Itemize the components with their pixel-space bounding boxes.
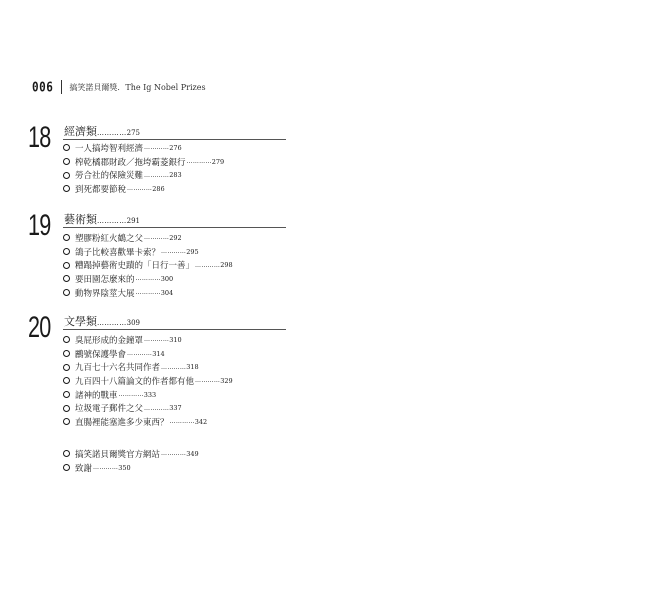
toc-entry[interactable] (63, 258, 233, 272)
leader-dots: ………… (144, 336, 170, 344)
toc-entry[interactable] (63, 286, 233, 300)
toc-entry[interactable] (63, 401, 233, 415)
entry-title: 搞笑諾貝爾獎官方網站 (75, 449, 161, 460)
bullet-icon (63, 336, 70, 343)
leader-dots: ………… (144, 144, 170, 152)
entry-list (63, 231, 233, 299)
entry-title: 諸神的戰車 (75, 390, 118, 401)
bullet-icon (63, 248, 70, 255)
bullet-icon (63, 289, 70, 296)
entry-title: 直腸裡能塞進多少東西？ (75, 417, 169, 428)
section-rule (63, 139, 286, 140)
leader-dots: ………… (161, 248, 187, 256)
bullet-icon (63, 144, 70, 151)
entry-list (63, 141, 224, 196)
category-heading (64, 313, 140, 329)
category-heading (64, 211, 140, 227)
leader-dots: ………… (195, 377, 221, 385)
bullet-icon (63, 158, 70, 165)
toc-entry[interactable] (63, 415, 233, 429)
leader-dots: ………… (161, 363, 187, 371)
bullet-icon (63, 262, 70, 269)
bullet-icon (63, 450, 70, 457)
bullet-icon (63, 275, 70, 282)
toc-entry[interactable] (63, 168, 224, 182)
leader-dots: ………… (118, 391, 144, 399)
category-title: 經濟類 (64, 125, 97, 138)
bullet-icon (63, 464, 70, 471)
entry-page: 292 (169, 233, 182, 242)
bullet-icon (63, 405, 70, 412)
leader-dots: ………… (127, 185, 153, 193)
leader-dots: ………… (144, 171, 170, 179)
entry-page: 342 (194, 417, 208, 426)
entry-title: 要田園怎麼來的 (75, 274, 135, 285)
toc-entry[interactable] (63, 141, 224, 155)
toc-entry[interactable] (63, 155, 224, 169)
leader-dots: ………… (135, 289, 161, 297)
category-page: 309 (126, 319, 140, 327)
section-number: 19 (28, 209, 51, 242)
leader-dots: ………… (135, 275, 161, 283)
leader-dots: ………… (97, 217, 127, 225)
category-page: 291 (126, 217, 140, 225)
bullet-icon (63, 418, 70, 425)
bullet-icon (63, 350, 70, 357)
entry-page: 304 (160, 288, 174, 297)
entry-page: 300 (160, 274, 174, 283)
entry-page: 286 (152, 184, 165, 193)
leader-dots: ………… (93, 464, 119, 472)
toc-section-20 (28, 313, 286, 433)
category-title: 藝術類 (64, 213, 97, 226)
toc-entry[interactable] (63, 374, 233, 388)
entry-title: 臭屁形成的金鐘罩 (75, 335, 144, 346)
section-number: 20 (28, 311, 51, 344)
toc-section-19 (28, 211, 286, 301)
entry-page: 295 (186, 247, 199, 256)
page-header (32, 79, 206, 95)
entry-page: 310 (169, 335, 182, 344)
toc-entry[interactable] (63, 388, 233, 402)
entry-title: 鴿子比較喜歡畢卡索？ (75, 247, 161, 258)
entry-title: 九百七十六名共同作者 (75, 363, 161, 374)
entry-title: 到死都要節稅 (75, 184, 127, 195)
leader-dots: ………… (127, 350, 153, 358)
page-number: 006 (32, 79, 54, 95)
entry-title: 勞合社的保險災難 (75, 171, 144, 182)
bullet-icon (63, 234, 70, 241)
entry-page: 318 (186, 363, 199, 372)
entry-page: 349 (186, 449, 199, 458)
leader-dots: ………… (97, 319, 127, 327)
toc-entry[interactable] (63, 461, 199, 475)
entry-page: 314 (152, 349, 165, 358)
bullet-icon (63, 377, 70, 384)
category-heading (64, 123, 140, 139)
leader-dots: ………… (169, 418, 195, 426)
section-rule (63, 227, 286, 228)
toc-entry[interactable] (63, 333, 233, 347)
toc-entry[interactable] (63, 272, 233, 286)
bullet-icon (63, 364, 70, 371)
toc-appendix (28, 447, 286, 479)
leader-dots: ………… (186, 158, 212, 166)
leader-dots: ………… (161, 450, 187, 458)
entry-title: 糟蹋掉藝術史蹟的「日行一善」 (75, 261, 195, 272)
entry-title: 垃圾電子郵件之父 (75, 404, 144, 415)
toc-entry[interactable] (63, 231, 233, 245)
bullet-icon (63, 172, 70, 179)
entry-title: 榨乾橘郡財政／拖垮霸菱銀行 (75, 157, 186, 168)
entry-list (63, 333, 233, 429)
leader-dots: ………… (144, 404, 170, 412)
leader-dots: ………… (195, 261, 221, 269)
toc-entry[interactable] (63, 245, 233, 259)
entry-page: 350 (118, 463, 131, 472)
entry-title: 動物界陰莖大展 (75, 288, 135, 299)
entry-page: 333 (143, 390, 157, 399)
toc-entry[interactable] (63, 347, 233, 361)
running-title: 搞笑諾貝爾獎．The Ig Nobel Prizes (69, 82, 206, 92)
toc-entry[interactable] (63, 182, 224, 196)
entry-title: 致謝 (75, 463, 93, 474)
category-page: 275 (126, 129, 140, 137)
entry-page: 337 (169, 404, 182, 413)
toc-entry[interactable] (63, 447, 199, 461)
leader-dots: ………… (97, 129, 127, 137)
bullet-icon (63, 391, 70, 398)
entry-page: 329 (220, 376, 233, 385)
entry-title: 一人搞垮智利經濟 (75, 143, 144, 154)
appendix-list (63, 447, 199, 474)
entry-title: 塑膠粉紅火鶴之父 (75, 233, 144, 244)
entry-page: 279 (211, 157, 225, 166)
leader-dots: ………… (144, 234, 170, 242)
toc-entry[interactable] (63, 360, 233, 374)
entry-page: 283 (169, 171, 182, 180)
header-divider (61, 80, 62, 94)
entry-page: 276 (169, 143, 182, 152)
entry-title: 鸝號保護學會 (75, 349, 127, 360)
section-rule (63, 329, 286, 330)
bullet-icon (63, 185, 70, 192)
entry-page: 298 (220, 261, 233, 270)
entry-title: 九百四十八篇論文的作者都有他 (75, 376, 195, 387)
category-title: 文學類 (64, 315, 97, 328)
section-number: 18 (28, 121, 51, 154)
toc-section-18 (28, 123, 286, 203)
